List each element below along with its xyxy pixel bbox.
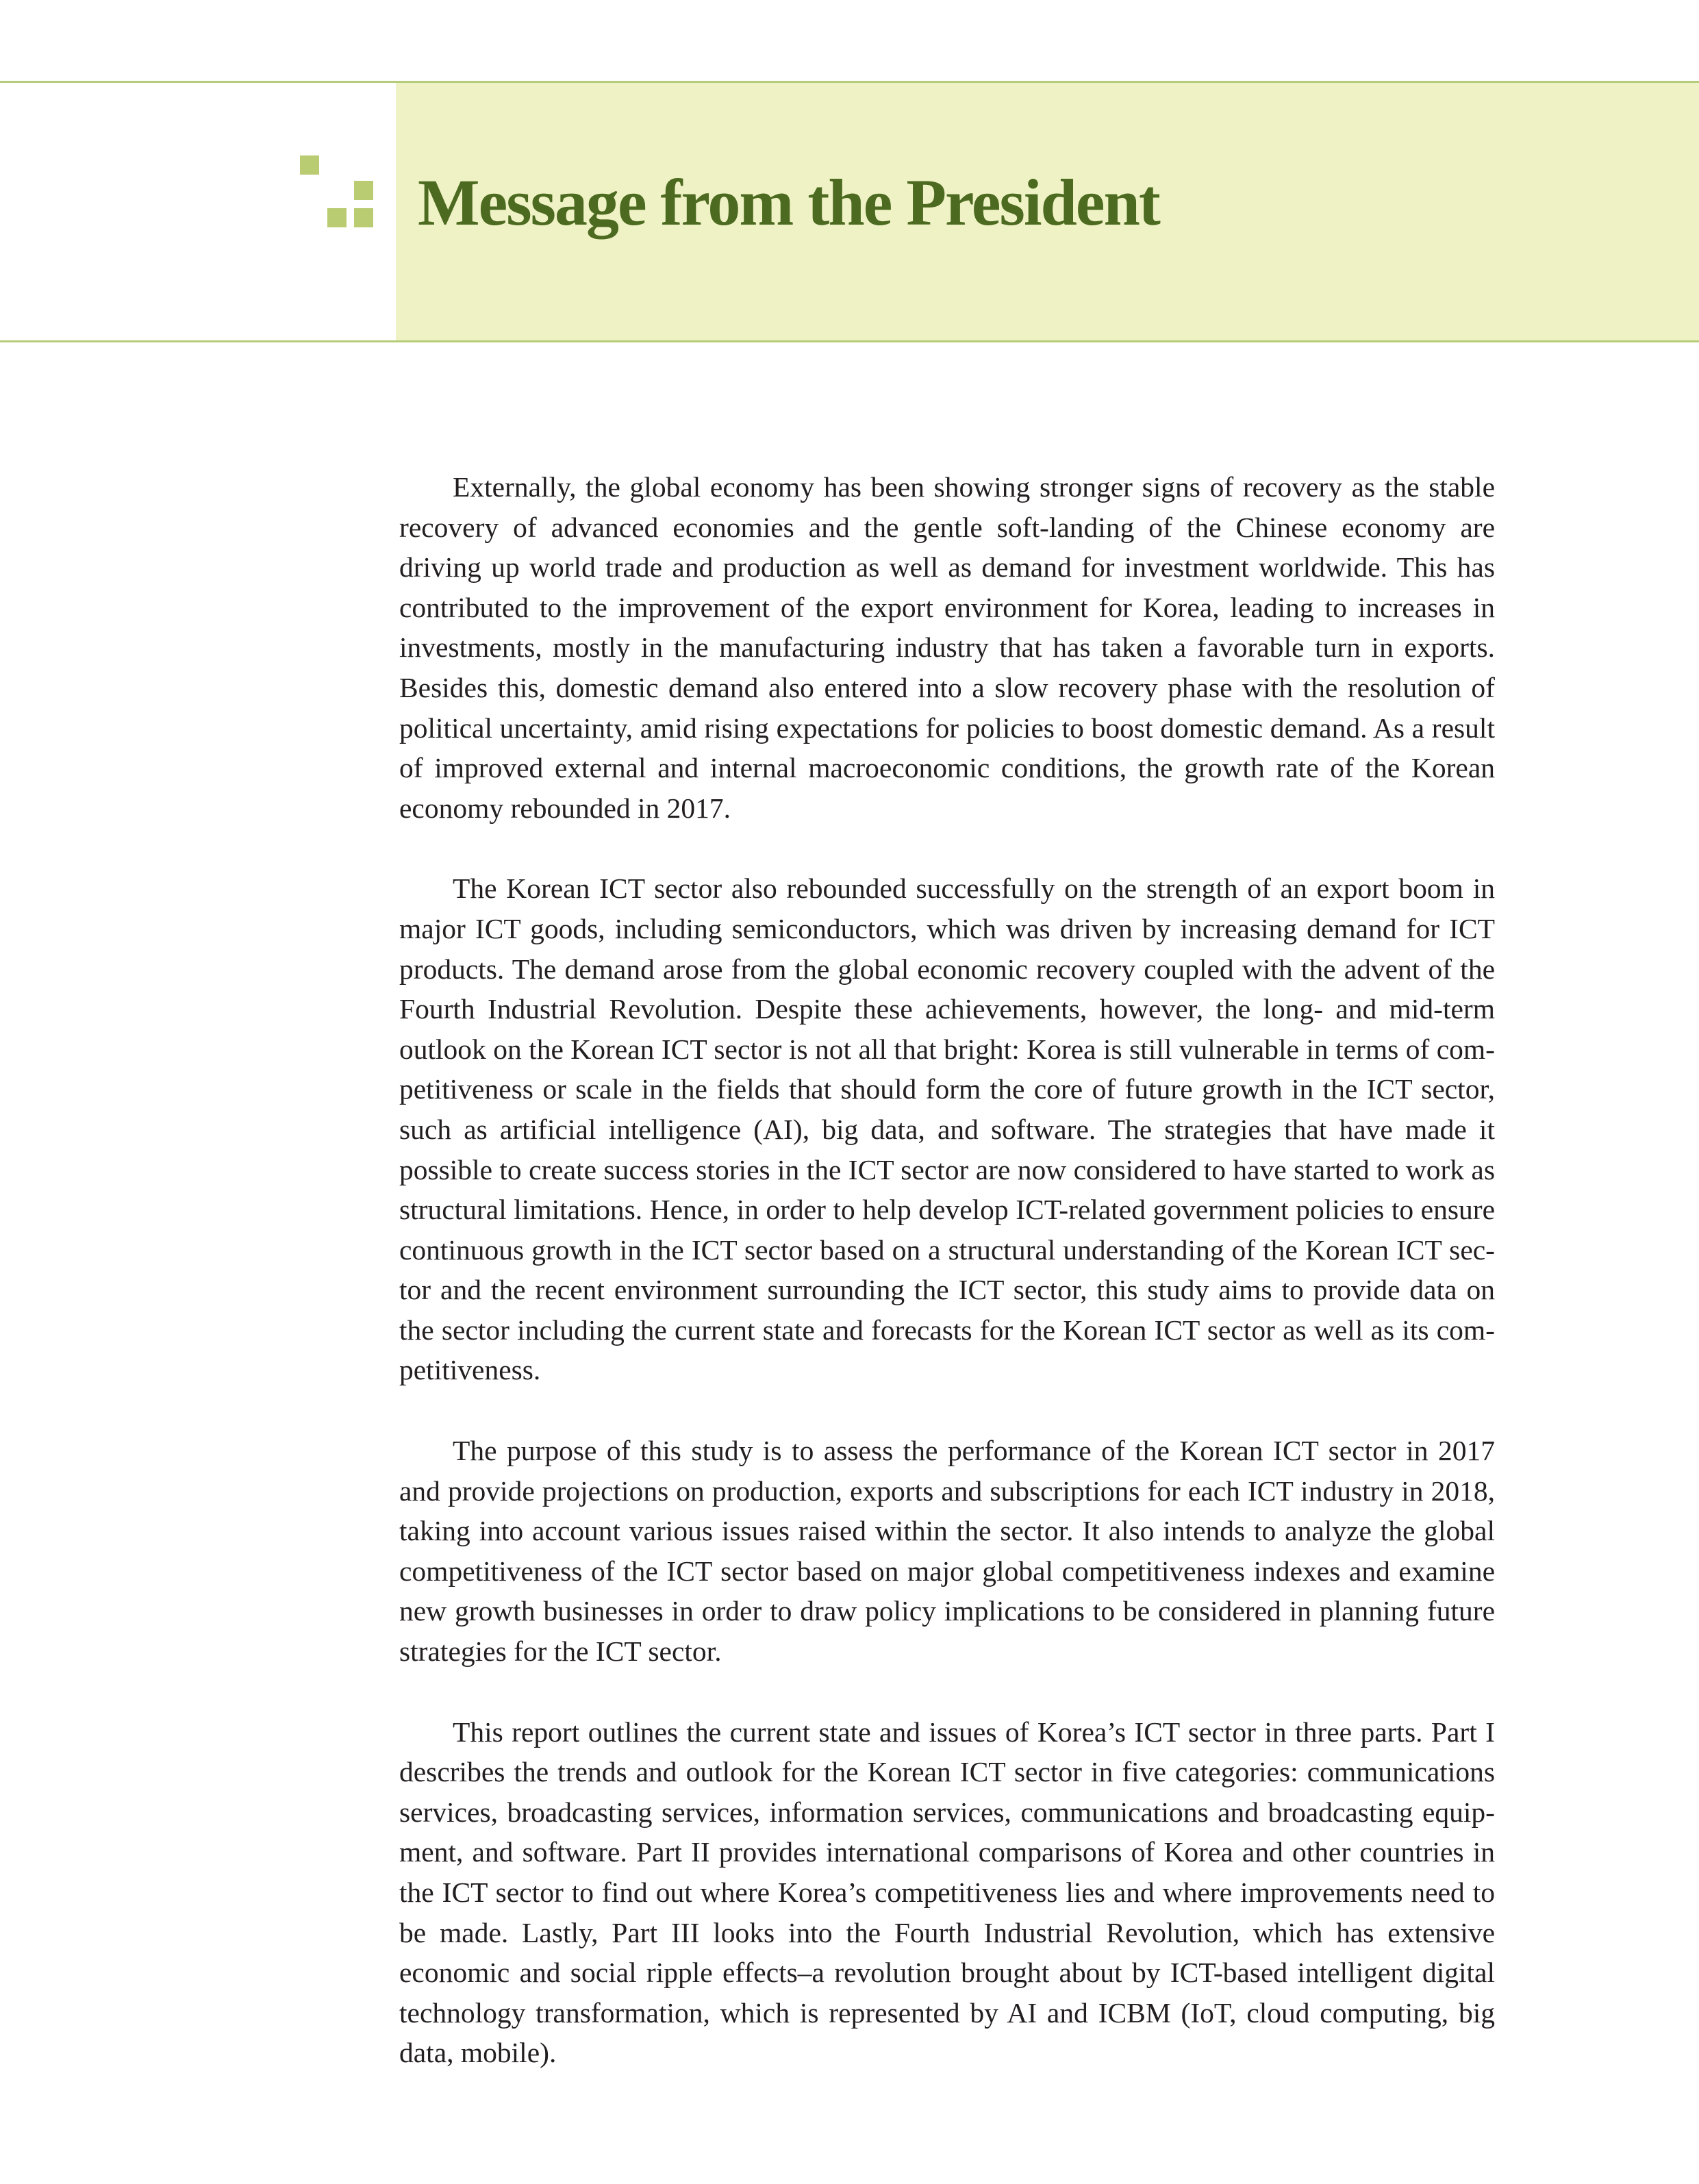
paragraph-3: The purpose of this study is to assess the performance of the Korean ICT sector in 2017 and provide projections on production, exports and subscriptions for each ICT industry in 2018, taking into account various issues raised within the sector. It also intends to analyze the global competitiveness of the ICT sector based on major global competitiveness indexes and examine new growth businesses in order to draw policy implications to be considered in planning future strategies for the ICT sector. (399, 1435, 1495, 1668)
message-body (399, 467, 1495, 2113)
decorative-square-icon (300, 155, 319, 175)
paragraph-1: Externally, the global economy has been showing stronger signs of recovery as the stable recovery of advanced economies and the gentle soft-landing of the Chinese economy are driving up world trade and production as well as demand for investment worldwide. This has contributed to the improvement of the export environment for Korea, leading to increases in investments, mostly in the manufacturing industry that has taken a favorable turn in exports. Besides this, domestic demand also entered into a slow recovery phase with the resolution of political uncertainty, amid rising expectations for policies to boost domestic demand. As a result of improved external and internal macroeconomic conditions, the growth rate of the Korean economy rebounded in 2017. (399, 471, 1495, 824)
page-title: Message from the President (418, 166, 1159, 239)
title-banner (0, 81, 1699, 342)
decorative-square-icon (354, 181, 373, 200)
paragraph-2: The Korean ICT sector also rebounded successfully on the strength of an export boom in major ICT goods, including semiconductors, which was driven by increasing demand for ICT products. The demand arose from the global economic recovery coupled with the advent of the Fourth Industrial Revolution. Despite these achievements, however, the long- and mid-term outlook on the Korean ICT sector is not all that bright: Korea is still vulnerable in terms of competitiveness or scale in the fields that should form the core of future growth in the ICT sector, such as artificial intelligence (AI), big data, and software. The strategies that have made it possible to create success stories in the ICT sector are now considered to have started to work as structural limitations. Hence, in order to help develop ICT-related government policies to ensure continuous growth in the ICT sector based on a structural understanding of the Korean ICT sector and the recent environment surrounding the ICT sector, this study aims to provide data on the sector including the current state and forecasts for the Korean ICT sector as well as its competitiveness. (399, 873, 1495, 1386)
decorative-square-icon (354, 208, 373, 227)
decorative-square-icon (327, 208, 347, 227)
paragraph-4: This report outlines the current state and issues of Korea’s ICT sector in three parts. Part I describes the trends and outlook for the Korean ICT sector in five categories: communications services, broadcasting services, information services, communications and broadcasting equipment, and software. Part II provides international comparisons of Korea and other countries in the ICT sector to find out where Korea’s competitiveness lies and where improvements need to be made. Lastly, Part III looks into the Fourth Industrial Revolution, which has extensive economic and social ripple effects–a revolution brought about by ICT-based intelligent digital technology transformation, which is represented by AI and ICBM (IoT, cloud computing, big data, mobile). (399, 1716, 1495, 2069)
